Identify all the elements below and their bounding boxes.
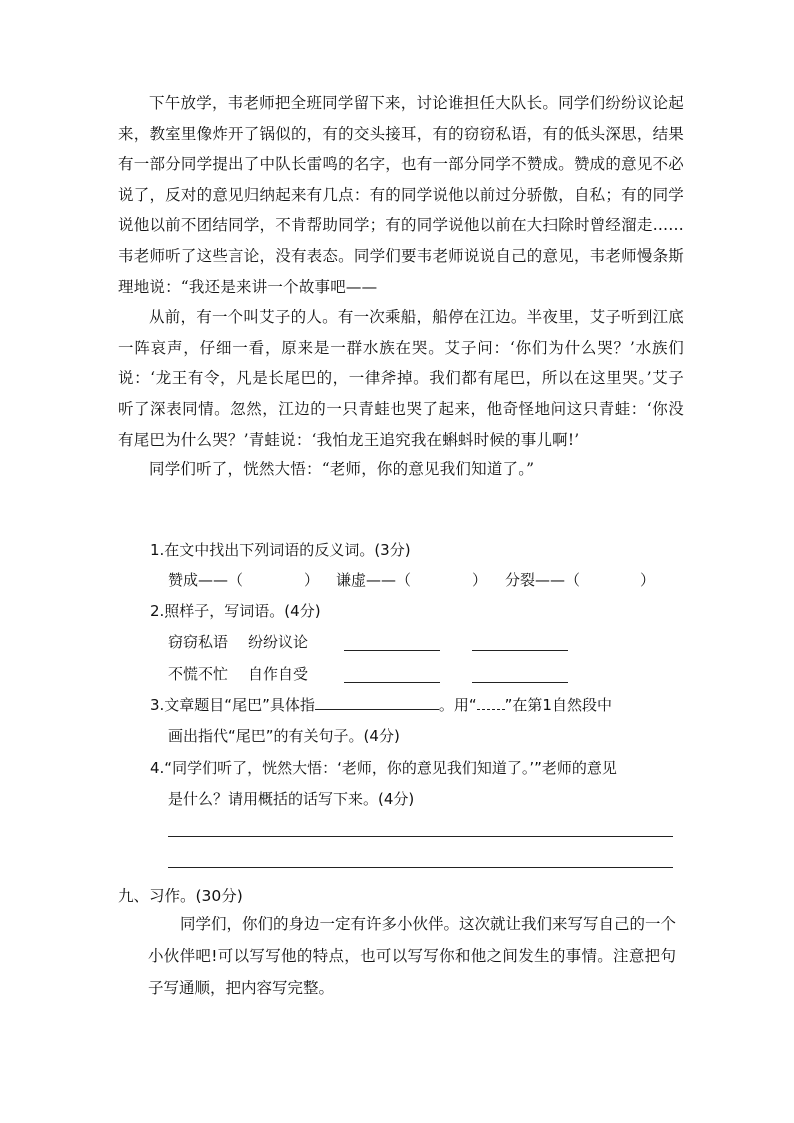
answer-line-4b[interactable]: [168, 867, 673, 868]
wavy-line-mark: [477, 695, 505, 710]
passage-paragraph-3: 同学们听了，恍然大悟：“老师，你的意见我们知道了。”: [149, 460, 535, 479]
section-9-title: 九、习作。(30分): [118, 887, 243, 905]
antonym-item-2-close: ）: [472, 571, 488, 589]
antonym-item-3-open: 分裂——（: [505, 571, 581, 589]
answer-blank-2a[interactable]: [344, 650, 440, 651]
example-word-3: 不慌不忙: [168, 665, 229, 683]
question-2-title: 2.照样子，写词语。(4分): [150, 602, 321, 620]
question-3-line-1: [150, 695, 612, 715]
answer-blank-3[interactable]: [315, 695, 439, 710]
passage-paragraph-2: 从前，有一个叫艾子的人。有一次乘船，船停在江边。半夜里，艾子听到江底一阵哀声，仔细一看，原来是一群水族在哭。艾子问：‘你们为什么哭？’水族们说：‘龙王有令，凡是长尾巴的，一律斧掉。我们都有尾巴，所以在这里哭。’艾子听了深表同情。忽然，江边的一只青蛙也哭了起来，他奇怪地问这只青蛙：‘你没有尾巴为什么哭？’青蛙说：‘我怕龙王追究我在蝌蚪时候的事儿啊!’: [118, 308, 684, 449]
answer-blank-2d[interactable]: [472, 682, 568, 683]
answer-line-4a[interactable]: [168, 836, 673, 837]
question-4-line-1: 4.“同学们听了，恍然大悟：‘老师，你的意见我们知道了。’”老师的意见: [150, 759, 617, 777]
antonym-item-2-open: 谦虚——（: [336, 571, 412, 589]
answer-blank-2b[interactable]: [472, 650, 568, 651]
antonym-item-1-open: 赞成——（: [168, 571, 244, 589]
question-4-line-2: 是什么？请用概括的话写下来。(4分): [168, 790, 415, 808]
question-3-text-a: 3.文章题目“尾巴”具体指: [150, 696, 315, 714]
question-3-text-c: ”在第1自然段中: [504, 696, 612, 714]
question-3-line-2: 画出指代“尾巴”的有关句子。(4分): [168, 727, 400, 745]
question-1-title: 1.在文中找出下列词语的反义词。(3分): [150, 541, 411, 559]
reading-passage: [118, 88, 684, 485]
passage-paragraph-1: 下午放学，韦老师把全班同学留下来，讨论谁担任大队长。同学们纷纷议论起来，教室里像炸开了锅似的，有的交头接耳，有的窃窃私语，有的低头深思，结果有一部分同学提出了中队长雷鸣的名字，也有一部分同学不赞成。赞成的意见不必说了，反对的意见归纳起来有几点：有的同学说他以前过分骄傲，自私；有的同学说他以前不团结同学，不肯帮助同学；有的同学说他以前在大扫除时曾经溜走……韦老师听了这些言论，没有表态。同学们要韦老师说说自己的意见，韦老师慢条斯理地说：“我还是来讲一个故事吧——: [118, 94, 684, 296]
example-word-2: 纷纷议论: [248, 633, 309, 651]
example-word-4: 自作自受: [248, 665, 309, 683]
answer-blank-2c[interactable]: [344, 682, 440, 683]
antonym-item-1-close: ）: [304, 571, 320, 589]
antonym-item-3-close: ）: [640, 571, 656, 589]
section-9-prompt: 同学们，你们的身边一定有许多小伙伴。这次就让我们来写写自己的一个小伙伴吧!可以写写他的特点，也可以写写你和他之间发生的事情。注意把句子写通顺，把内容写完整。: [148, 915, 677, 997]
example-word-1: 窃窃私语: [168, 633, 229, 651]
question-3-text-b: 。用“: [438, 696, 477, 714]
